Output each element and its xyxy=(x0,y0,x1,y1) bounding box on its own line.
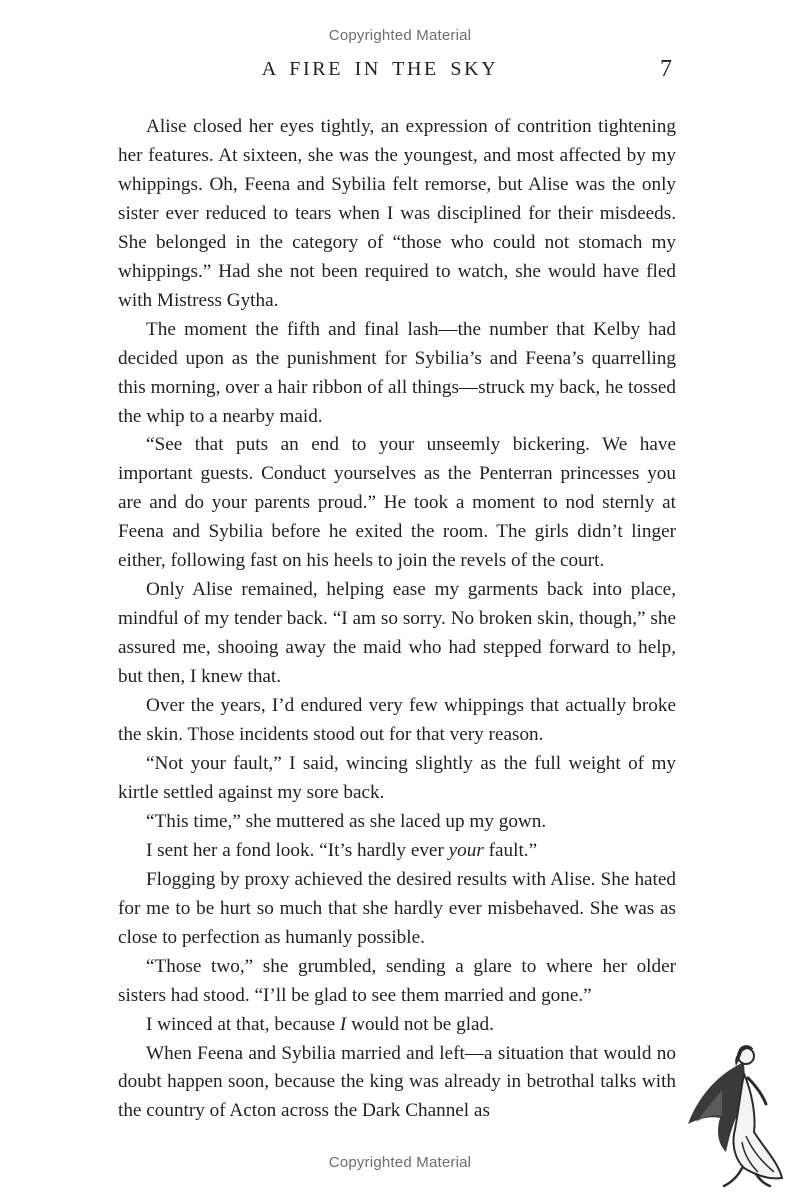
paragraph-text: “See that puts an end to your unseemly bickering. We have important guests. Conduct yourselves as the Penterran princesses you are and do your parents proud.” He took a moment to nod sternly at Feena and Sybilia before he exited the room. The girls didn’t linger either, following fast on his heels to join the revels of the court. xyxy=(118,434,676,572)
paragraph-text: I sent her a fond look. “It’s hardly ever xyxy=(146,839,449,861)
copyright-watermark-bottom: Copyrighted Material xyxy=(328,1154,472,1171)
paragraph-3 xyxy=(118,431,676,576)
paragraph-text: “Those two,” she grumbled, sending a glare to where her older sisters had stood. “I’ll be glad to see them married and gone.” xyxy=(118,955,676,1006)
paragraph-4 xyxy=(118,576,676,692)
page-number: 7 xyxy=(660,56,672,82)
paragraph-5 xyxy=(118,692,676,750)
paragraph-text: “This time,” she muttered as she laced up my gown. xyxy=(146,810,547,832)
paragraph-2 xyxy=(118,316,676,432)
emphasis-text: your xyxy=(448,839,484,861)
paragraph-text: would not be glad. xyxy=(346,1013,494,1035)
paragraph-text: Flogging by proxy achieved the desired results with Alise. She hated for me to be hurt so much that she hardly ever misbehaved. She was as close to perfection as humanly possible. xyxy=(118,868,676,948)
paragraph-7 xyxy=(118,808,676,837)
paragraph-text: Alise closed her eyes tightly, an expression of contrition tightening her features. At sixteen, she was the youngest, and most affected by my whippings. Oh, Feena and Sybilia felt remorse, but Alise was the only sister ever reduced to tears when I was disciplined for their misdeeds. She belonged in the category of “those who could not stomach my whippings.” Had she not been required to watch, she would have fled with Mistress Gytha. xyxy=(118,116,676,311)
running-head xyxy=(0,58,800,88)
emphasis-text: I xyxy=(339,1013,347,1035)
paragraph-text: “Not your fault,” I said, wincing slightly as the full weight of my kirtle settled against my sore back. xyxy=(118,752,676,803)
paragraph-text: Over the years, I’d endured very few whippings that actually broke the skin. Those incidents stood out for that very reason. xyxy=(118,695,676,746)
paragraph-11 xyxy=(118,1011,676,1040)
copyright-watermark-top: Copyrighted Material xyxy=(328,27,472,44)
paragraph-text: I winced at that, because xyxy=(146,1013,340,1035)
paragraph-10 xyxy=(118,953,676,1011)
paragraph-text: Only Alise remained, helping ease my garments back into place, mindful of my tender back. “I am so sorry. No broken skin, though,” she assured me, shooing away the maid who had stepped forward to help, but then, I knew that. xyxy=(118,579,676,688)
body-text xyxy=(118,113,676,1126)
paragraph-text: When Feena and Sybilia married and left—a situation that would no doubt happen soon, because the king was already in betrothal talks with the country of Acton across the Dark Channel as xyxy=(118,1042,676,1122)
paragraph-12 xyxy=(118,1040,676,1127)
paragraph-1 xyxy=(118,113,676,316)
paragraph-6 xyxy=(118,750,676,808)
paragraph-text: The moment the fifth and final lash—the number that Kelby had decided upon as the punishment for Sybilia’s and Feena’s quarrelling this morning, over a hair ribbon of all things—struck my back, he tossed the whip to a nearby maid. xyxy=(118,318,676,427)
paragraph-9 xyxy=(118,866,676,953)
chapter-title: A FIRE IN THE SKY xyxy=(261,58,499,80)
paragraph-8 xyxy=(118,837,676,866)
paragraph-text: fault.” xyxy=(483,839,538,861)
